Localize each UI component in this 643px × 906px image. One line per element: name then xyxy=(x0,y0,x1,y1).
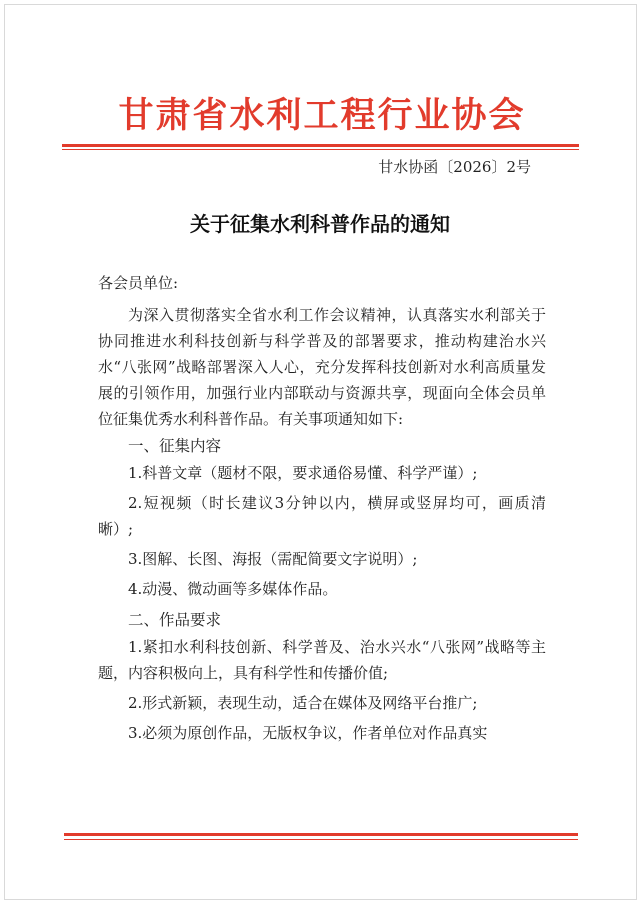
list-item: 1.科普文章（题材不限，要求通俗易懂、科学严谨）; xyxy=(128,464,478,482)
section-collection-content xyxy=(98,432,546,602)
list-item: 3.必须为原创作品，无版权争议，作者单位对作品真实 xyxy=(128,724,488,742)
document-number: 甘水协函〔2026〕2号 xyxy=(378,158,531,176)
list-item: 4.动漫、微动画等多媒体作品。 xyxy=(128,580,338,598)
intro-paragraph: 为深入贯彻落实全省水利工作会议精神，认真落实水利部关于协同推进水利科技创新与科学普及的部署要求，推动构建治水兴水“八张网”战略部署深入人心，充分发挥科技创新对水利高质量发展的引领作用，加强行业内部联动与资源共享，现面向全体会员单位征集优秀水利科普作品。有关事项通知如下: xyxy=(98,306,546,428)
footer-rule-thin xyxy=(64,839,578,840)
list-item: 3.图解、长图、海报（需配简要文字说明）; xyxy=(128,550,418,568)
document-title: 关于征集水利科普作品的通知 xyxy=(190,212,450,236)
list-item: 1.紧扣水利科技创新、科学普及、治水兴水“八张网”战略等主题，内容积极向上，具有科学性和传播价值; xyxy=(98,638,546,682)
salutation: 各会员单位: xyxy=(98,274,179,292)
section-heading: 二、作品要求 xyxy=(128,611,222,629)
letterhead-rule-thick xyxy=(62,144,579,147)
list-item: 2.短视频（时长建议3分钟以内，横屏或竖屏均可，画质清晰）; xyxy=(98,494,546,538)
section-heading: 一、征集内容 xyxy=(128,437,222,455)
section-work-requirements xyxy=(98,606,546,746)
footer-rule-thick xyxy=(64,833,578,836)
letterhead-org-name: 甘肃省水利工程行业协会 xyxy=(118,95,526,136)
letterhead-rule-thin xyxy=(62,149,579,150)
list-item: 2.形式新颖，表现生动，适合在媒体及网络平台推广; xyxy=(128,694,478,712)
document-body xyxy=(98,270,546,750)
